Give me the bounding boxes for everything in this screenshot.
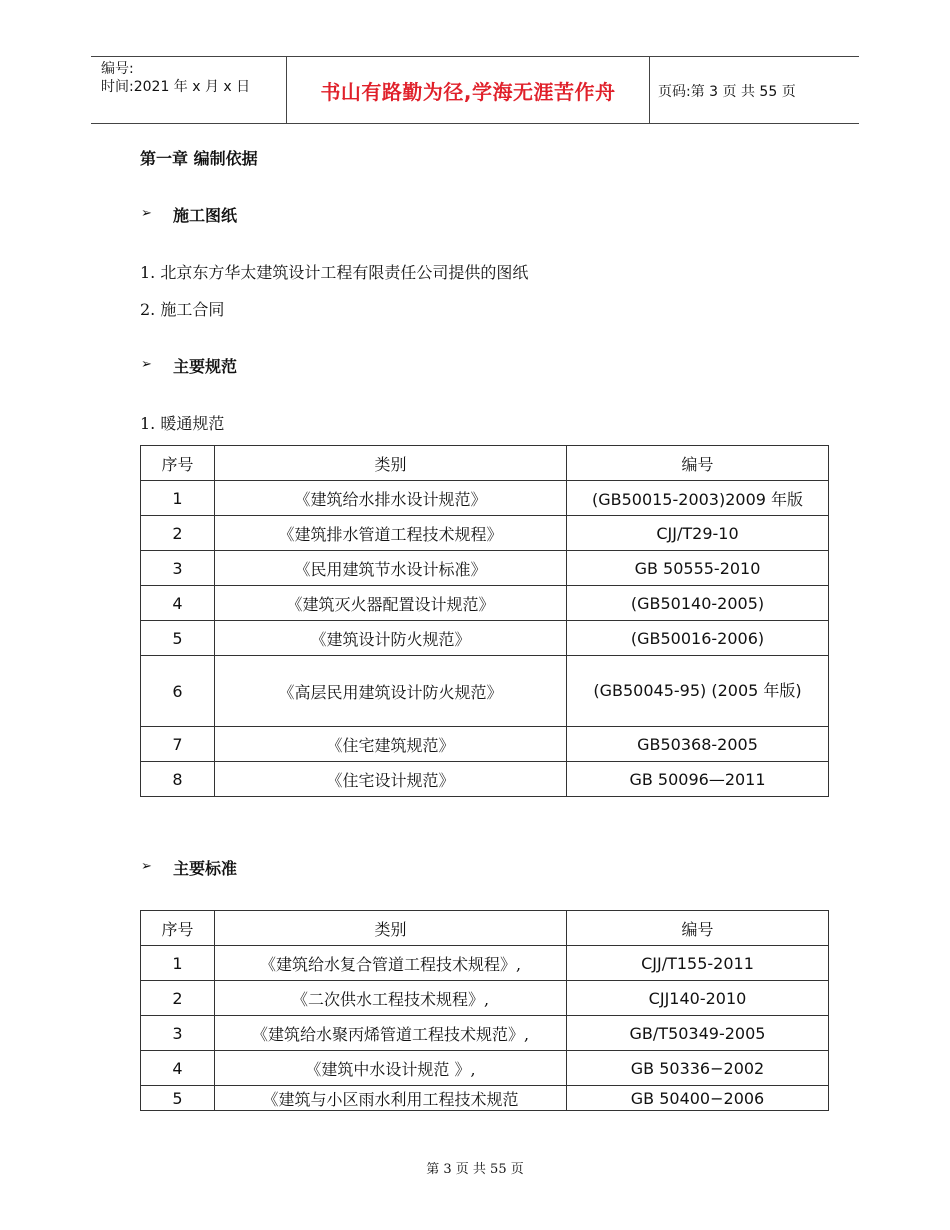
- row-code: GB/T50349-2005: [567, 1016, 829, 1051]
- chapter-title: 第一章 编制依据: [140, 149, 258, 168]
- row-index: 3: [141, 1016, 215, 1051]
- row-index: 4: [141, 586, 215, 621]
- row-index: 5: [141, 621, 215, 656]
- header-meta: [91, 57, 286, 123]
- row-category: 《建筑与小区雨水利用工程技术规范: [215, 1086, 567, 1111]
- table-row: [141, 981, 829, 1016]
- arrow-bullet-icon: ➢: [141, 206, 152, 221]
- arrow-bullet-icon: ➢: [141, 859, 152, 874]
- row-code: GB50368-2005: [567, 727, 829, 762]
- row-category: 《住宅设计规范》: [215, 762, 567, 797]
- row-category: 《高层民用建筑设计防火规范》: [215, 656, 567, 727]
- table-row: [141, 1051, 829, 1086]
- row-code: GB 50400−2006: [567, 1086, 829, 1111]
- section-title-standards: 主要标准: [173, 859, 238, 878]
- row-category: 《建筑给水复合管道工程技术规程》,: [215, 946, 567, 981]
- row-index: 4: [141, 1051, 215, 1086]
- row-code: (GB50015-2003)2009 年版: [567, 481, 829, 516]
- row-index: 7: [141, 727, 215, 762]
- table-row: [141, 516, 829, 551]
- page-footer: 第 3 页 共 55 页: [426, 1162, 524, 1177]
- row-category: 《住宅建筑规范》: [215, 727, 567, 762]
- row-index: 8: [141, 762, 215, 797]
- column-header: 编号: [567, 446, 829, 481]
- table-header-row: [141, 446, 829, 481]
- row-index: 6: [141, 656, 215, 727]
- row-index: 5: [141, 1086, 215, 1111]
- header-motto: 书山有路勤为径,学海无涯苦作舟: [320, 79, 616, 104]
- table-header-row: [141, 911, 829, 946]
- row-code: CJJ/T155-2011: [567, 946, 829, 981]
- row-category: 《建筑给水聚丙烯管道工程技术规范》,: [215, 1016, 567, 1051]
- row-index: 1: [141, 481, 215, 516]
- column-header: 序号: [141, 911, 215, 946]
- row-index: 3: [141, 551, 215, 586]
- row-category: 《建筑灭火器配置设计规范》: [215, 586, 567, 621]
- header-motto-cell: [286, 57, 650, 123]
- table-row: [141, 946, 829, 981]
- section-title-drawings: 施工图纸: [173, 206, 238, 225]
- row-category: 《建筑设计防火规范》: [215, 621, 567, 656]
- table-row: [141, 1016, 829, 1051]
- table-row: [141, 727, 829, 762]
- table-row: [141, 586, 829, 621]
- column-header: 类别: [215, 446, 567, 481]
- row-index: 2: [141, 516, 215, 551]
- column-header: 类别: [215, 911, 567, 946]
- row-code: GB 50336−2002: [567, 1051, 829, 1086]
- row-category: 《建筑中水设计规范 》,: [215, 1051, 567, 1086]
- section-title-codes: 主要规范: [173, 357, 238, 376]
- row-index: 2: [141, 981, 215, 1016]
- row-code: GB 50555-2010: [567, 551, 829, 586]
- row-code: GB 50096—2011: [567, 762, 829, 797]
- row-code: (GB50016-2006): [567, 621, 829, 656]
- standards-table: [140, 910, 829, 1111]
- table-row: [141, 621, 829, 656]
- table-row: [141, 656, 829, 727]
- row-code: (GB50140-2005): [567, 586, 829, 621]
- row-code: (GB50045-95) (2005 年版): [567, 656, 829, 727]
- header-page-info: 页码:第 3 页 共 55 页: [658, 84, 796, 100]
- row-category: 《建筑排水管道工程技术规程》: [215, 516, 567, 551]
- row-code: CJJ/T29-10: [567, 516, 829, 551]
- list-item: 2. 施工合同: [140, 300, 225, 319]
- header-date: 时间:2021 年 x 月 x 日: [101, 79, 251, 95]
- arrow-bullet-icon: ➢: [141, 357, 152, 372]
- table-row: [141, 1086, 829, 1111]
- list-item: 1. 北京东方华太建筑设计工程有限责任公司提供的图纸: [140, 263, 529, 282]
- sub-heading-hvac: 1. 暖通规范: [140, 414, 225, 433]
- column-header: 编号: [567, 911, 829, 946]
- table-row: [141, 762, 829, 797]
- row-index: 1: [141, 946, 215, 981]
- column-header: 序号: [141, 446, 215, 481]
- row-category: 《建筑给水排水设计规范》: [215, 481, 567, 516]
- row-code: CJJ140-2010: [567, 981, 829, 1016]
- row-category: 《二次供水工程技术规程》,: [215, 981, 567, 1016]
- row-category: 《民用建筑节水设计标准》: [215, 551, 567, 586]
- codes-table: [140, 445, 829, 797]
- table-row: [141, 481, 829, 516]
- table-row: [141, 551, 829, 586]
- page-header: [91, 56, 859, 124]
- header-number-label: 编号:: [101, 61, 134, 77]
